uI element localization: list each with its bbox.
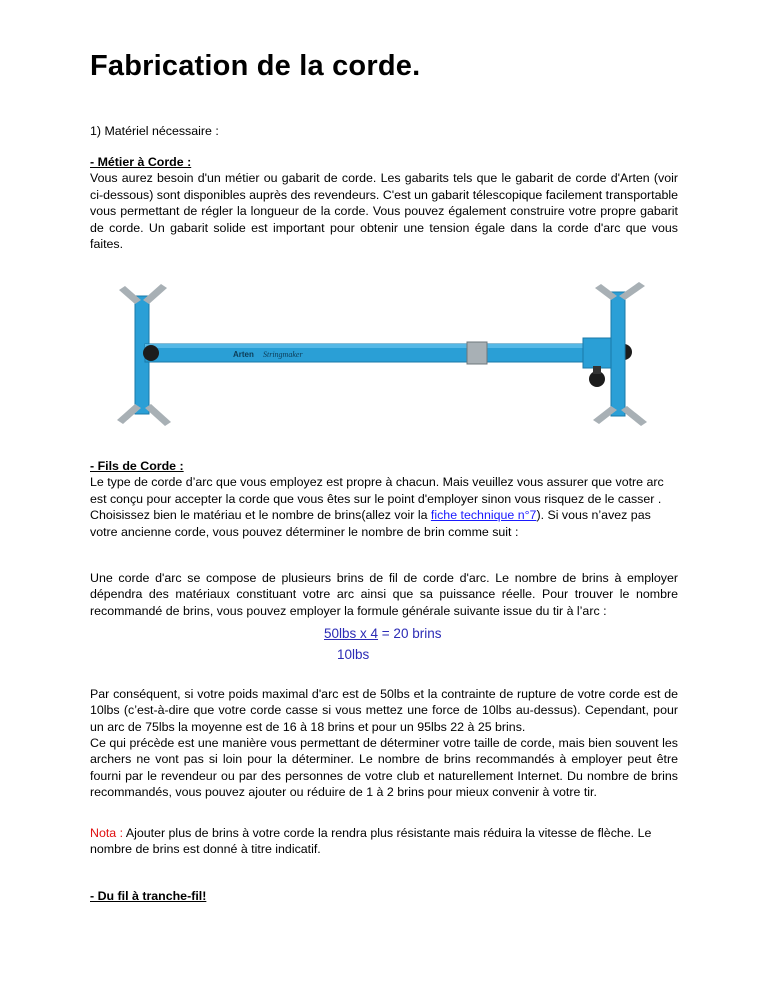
jig-left-top-arm: [119, 286, 141, 304]
jig-brand-label: Arten: [233, 350, 254, 359]
tranche-fil-heading: - Du fil à tranche-fil!: [90, 889, 207, 903]
brins-paragraph: Une corde d'arc se compose de plusieurs brins de fil de corde d'arc. Le nombre de brins à employer dépendra des matériaux constituant votre arc ainsi que sa puissance réelle. Pour trouver le nombre recommandé de brins, vous pouvez employer la formule générale suivante issue du tir à l’arc :: [90, 571, 678, 618]
fils-text-after-link: ). Si vous n’avez pas votre ancienne corde, vous pouvez déterminer le nombre de brin comme suit :: [90, 508, 651, 539]
fils-section: [90, 458, 678, 540]
metier-section: [90, 154, 678, 252]
string-jig-image: [105, 282, 665, 428]
nota-paragraph: [90, 825, 678, 858]
formula-numerator: 50lbs x 4: [324, 626, 379, 641]
fils-text-before-link: Le type de corde d’arc que vous employez est propre à chacun. Mais veuillez vous assurer que votre arc est conçu pour accepter la corde que vous êtes sur le point d'employer sinon vous risquez de le casser . Choisissez bien le matériau et le nombre de brins(allez voir la: [90, 475, 664, 523]
nota-separator: :: [116, 826, 126, 840]
formula-result: = 20 brins: [378, 626, 442, 641]
metier-paragraph: Vous aurez besoin d'un métier ou gabarit de corde. Les gabarits tels que le gabarit de corde d'Arten (voir ci-dessous) sont disponibles auprès des revendeurs. C'est un gabarit télescopique facilement transportable vous permettant de régler la longueur de la corde. Vous pouvez également construire votre propre gabarit de corde. Un gabarit solide est important pour obtenir une tension égale dans la corde d'arc que vous faites.: [90, 171, 678, 252]
nota-text: Ajouter plus de brins à votre corde la rendra plus résistante mais réduira la vitesse de flèche. Le nombre de brins est donné à titre indicatif.: [90, 826, 652, 857]
recommendation-paragraph: Ce qui précède est une manière vous permettant de déterminer votre taille de corde, mais bien souvent les archers ne vont pas si loin pour la déterminer. Le nombre de brins recommandés à employer peut être fourni par le revendeur ou par des personnes de votre club et naturellement Internet. Du nombre de brins recommandés, vous pouvez ajouter ou réduire de 1 à 2 brins pour mieux convenir à votre tir.: [90, 736, 678, 800]
section-heading-materiel: 1) Matériel nécessaire :: [90, 124, 219, 138]
formula-denominator: 10lbs: [337, 647, 370, 662]
jig-middle-clamp: [467, 342, 487, 364]
jig-right-post: [611, 292, 625, 416]
fils-paragraph: [90, 474, 678, 540]
metier-heading: - Métier à Corde :: [90, 155, 192, 169]
conclusion-paragraph: Par conséquent, si votre poids maximal d'arc est de 50lbs et la contrainte de rupture de votre corde est de 10lbs (c’est-à-dire que votre corde casse si vous mettez une force de 10lbs au-dessus). Cependant, pour un arc de 75lbs la moyenne est de 16 à 18 brins et pour un 95lbs 22 à 25 brins.: [90, 687, 678, 734]
jig-model-label: Stringmaker: [263, 350, 303, 359]
nota-label: Nota: [90, 826, 117, 840]
page-title: Fabrication de la corde.: [90, 50, 421, 82]
fiche-technique-link[interactable]: fiche technique n°7: [430, 508, 537, 523]
fils-heading: - Fils de Corde :: [90, 459, 184, 473]
formula: [90, 626, 678, 666]
jig-left-knob: [143, 345, 159, 361]
